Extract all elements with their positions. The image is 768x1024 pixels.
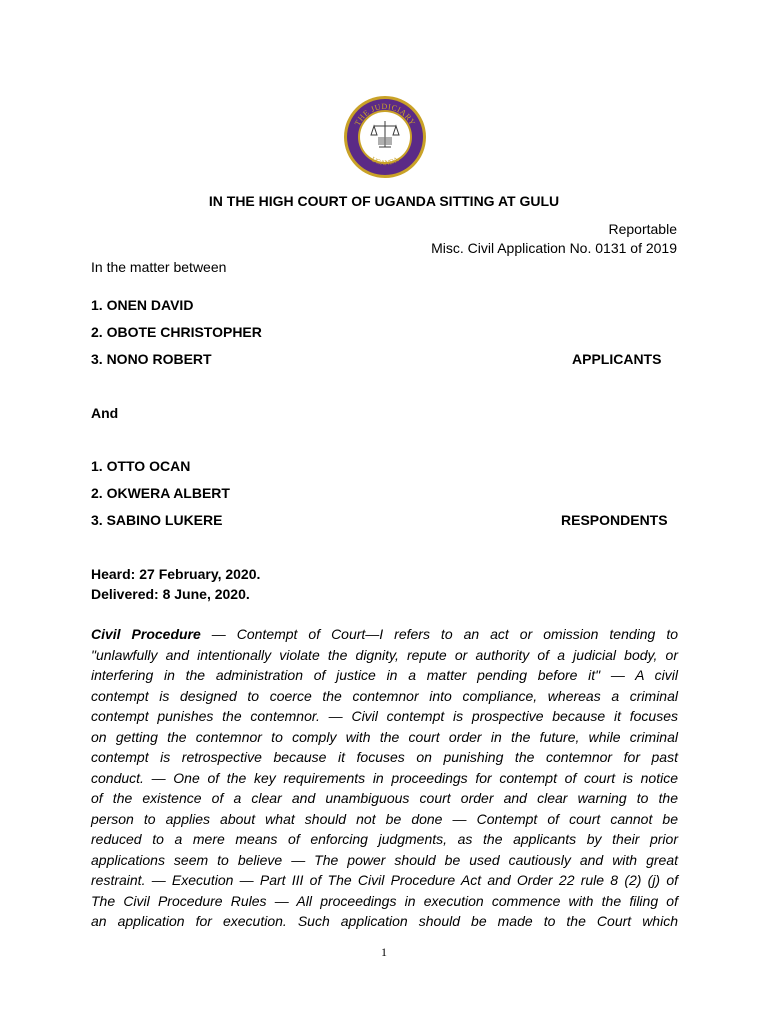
headnote-line: restraint. — Execution — Part III of The Civil Procedure Act and Order 22 rule 8 (2) (j) of [91, 872, 678, 888]
respondent-2: 2. OKWERA ALBERT [91, 485, 230, 501]
heard-date: Heard: 27 February, 2020. [91, 566, 261, 582]
applicant-1: 1. ONEN DAVID [91, 297, 194, 313]
headnote-line: contempt punishes the contemnor. — Civil contempt is prospective because it focuses [91, 708, 678, 724]
respondents-label: RESPONDENTS [561, 512, 668, 528]
delivered-date: Delivered: 8 June, 2020. [91, 586, 250, 602]
svg-text:UGANDA: UGANDA [369, 155, 401, 168]
judiciary-seal-logo [343, 95, 427, 179]
headnote-line: — Contempt of Court—I refers to an act or omission tending to [200, 626, 678, 642]
headnote-line: on getting the contemnor to comply with the court order in the future, while criminal [91, 728, 678, 745]
headnote-line: person to applies about what should not be done — Contempt of court cannot be [91, 810, 678, 827]
headnote-line: contempt is designed to coerce the contemnor into compliance, whereas a criminal [91, 687, 678, 704]
headnote-line: The Civil Procedure Rules — All proceedings in execution commence with the filing of [91, 892, 678, 909]
applicants-label: APPLICANTS [572, 351, 662, 367]
applicant-3: 3. NONO ROBERT [91, 351, 212, 367]
headnote-line: of the existence of a clear and unambiguous court order and clear warning to the [91, 790, 678, 806]
page-number: 1 [381, 945, 387, 959]
headnote-line: conduct. — One of the key requirements in proceedings for contempt of court is notice [91, 769, 678, 786]
case-number: Misc. Civil Application No. 0131 of 2019 [431, 240, 677, 256]
headnote-line: interfering in the administration of justice in a matter pending before it" — A civil [91, 667, 678, 683]
respondent-1: 1. OTTO OCAN [91, 458, 191, 474]
headnote-paragraph [91, 624, 678, 932]
applicant-2: 2. OBOTE CHRISTOPHER [91, 324, 262, 340]
headnote-line: an application for execution. Such application should be made to the Court which [91, 913, 678, 929]
headnote-line: applications seem to believe — The power should be used cautiously and with great [91, 851, 678, 868]
and-label: And [91, 405, 119, 421]
svg-text:THE JUDICIARY: THE JUDICIARY [352, 101, 418, 128]
headnote-line: contempt is retrospective because it focuses on punishing the contemnor for past [91, 749, 678, 765]
reportable-label: Reportable [608, 221, 677, 237]
headnote-lead: Civil Procedure [91, 626, 201, 642]
headnote-line: "unlawfully and intentionally violate the dignity, repute or authority of a judicial body, or [91, 646, 678, 663]
headnote-line: reduced to a mere means of enforcing judgments, as the applicants by their prior [91, 831, 678, 847]
matter-intro: In the matter between [91, 259, 227, 275]
court-title: IN THE HIGH COURT OF UGANDA SITTING AT GULU [208, 193, 560, 209]
respondent-3: 3. SABINO LUKERE [91, 512, 223, 528]
